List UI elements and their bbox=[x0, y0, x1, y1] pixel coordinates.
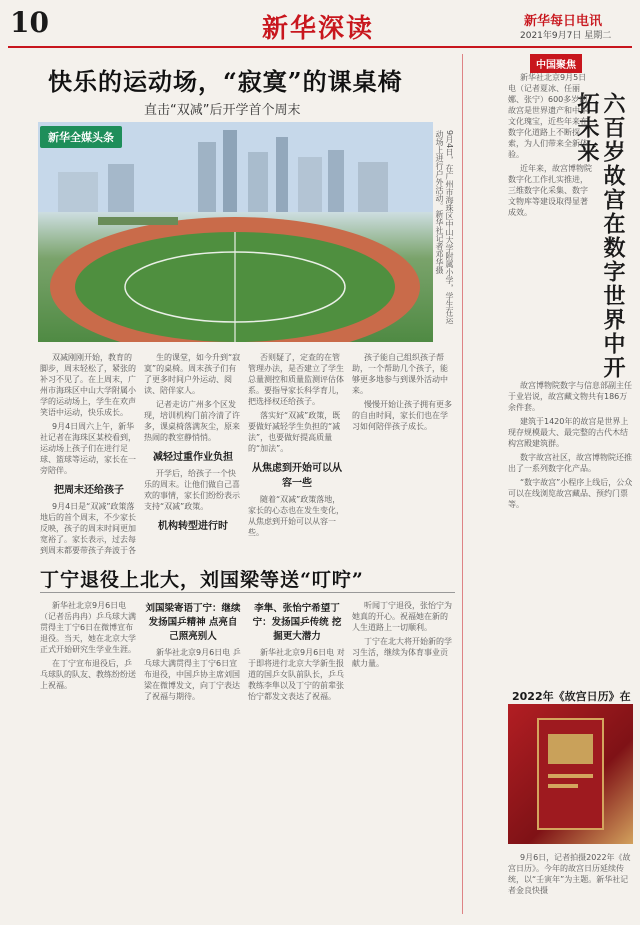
paragraph: 故宫博物院数字与信息部副主任于业岩说，故宫藏文物共有186万余件套。 bbox=[508, 381, 632, 412]
paragraph: 听闻丁宁退役，张怡宁为她真的开心。祝福她在新的人生道路上一切顺利。 bbox=[352, 601, 452, 632]
paragraph: “数字故宫”小程序上线后，公众可以在线浏览故宫藏品、预约门票等。 bbox=[508, 478, 633, 509]
sidebar-image-title: 2022年《故宫日历》在 bbox=[512, 690, 631, 703]
paragraph: 在丁宁宣布退役后，乒乓球队的队友、教练纷纷送上祝福。 bbox=[40, 659, 136, 690]
section-title: 新华深读 bbox=[262, 14, 375, 44]
subheading: 减轻过重作业负担 bbox=[153, 452, 233, 463]
paragraph: 落实好“双减”政策，既要做好减轻学生负担的“减法”，也要做好提高质量的“加法”。 bbox=[248, 411, 341, 453]
second-headline: 丁宁退役上北大，刘国梁等送“叮咛” bbox=[40, 569, 364, 591]
paper-name: 新华每日电讯 bbox=[524, 14, 603, 29]
calendar-photo bbox=[508, 704, 633, 844]
paragraph: 9月4日是“双减”政策落地后的首个周末，不少家长反映，孩子的周末时间更加宽裕了。家长表示，过去每到周末都要带孩子奔波于各 bbox=[40, 502, 136, 555]
second-column-3 bbox=[248, 600, 346, 915]
lead-column-4 bbox=[352, 352, 452, 557]
sidebar-body-2 bbox=[508, 380, 633, 680]
lead-photo bbox=[38, 122, 433, 342]
paragraph: 9月4日周六上午，新华社记者在海珠区某校看到，运动场上孩子们在进行足球、篮球等运动，家长在一旁陪伴。 bbox=[40, 422, 136, 475]
paragraph: 否则疑了，定查的在管管理办法，是否建立了学生总量测控和质量监测评估体系。要指导家长科学育儿，把选择权还给孩子。 bbox=[248, 353, 344, 406]
lead-badge: 新华全媒头条 bbox=[40, 126, 122, 148]
subheading: 机构转型进行时 bbox=[158, 521, 228, 532]
paragraph: 慢慢开始让孩子拥有更多的自由时间，家长们也在学习如何陪伴孩子成长。 bbox=[352, 400, 452, 431]
sidebar-headline: 六百岁故宫在数字世界中开拓未来 bbox=[574, 92, 626, 380]
subheading: 刘国梁寄语丁宁：继续发扬国乒精神 点亮自己照亮别人 bbox=[145, 603, 241, 642]
lead-subhead: 直击“双减”后开学首个周末 bbox=[144, 103, 301, 118]
paragraph: 新华社北京9月6日电 乒乓球大满贯得主丁宁6日宣布退役，中国乒协主席刘国梁在微博发文，向丁宁表达了祝福与期待。 bbox=[144, 648, 241, 701]
paragraph: 建筑于1420年的故宫是世界上现存规模最大、最完整的古代木结构宫殿建筑群。 bbox=[508, 417, 629, 448]
paragraph: 近年来，故宫博物院数字化工作扎实推进，三维数字化采集、数字文物库等建设取得显著成效。 bbox=[508, 164, 592, 217]
sidebar-image-caption bbox=[508, 852, 633, 912]
paragraph: 新华社北京9月5日电（记者夏冰、任丽娜、张宁）600多岁的故宫是世界遗产和中华文化瑰宝，近些年来在数字化道路上不断探索，为人们带来全新体验。 bbox=[508, 73, 588, 159]
paragraph: 新华社北京9月6日电 对于即将进行北京大学新生报道的国乒女队前队长，乒乓教练李隼以及丁宁的前辈张怡宁都发文表达了祝福。 bbox=[248, 648, 345, 701]
paragraph: 孩子能自己组织孩子帮助，一个帮助几个孩子，能够更多地参与到课外活动中来。 bbox=[352, 353, 448, 395]
lead-headline: 快乐的运动场，“寂寞”的课桌椅 bbox=[48, 67, 403, 96]
sidebar-divider bbox=[462, 54, 463, 914]
lead-column-1 bbox=[40, 352, 138, 557]
header-rule bbox=[8, 46, 632, 48]
paragraph: 9月6日，记者拍摄2022年《故宫日历》。今年的故宫日历延续传统，以“壬寅年”为主题。新华社记者金良快摄 bbox=[508, 853, 631, 895]
page-number: 10 bbox=[10, 6, 49, 39]
issue-date: 2021年9月7日 星期二 bbox=[520, 31, 612, 41]
second-rule bbox=[40, 592, 455, 593]
paragraph: 新华社北京9月6日电（记者岳冉冉）乒乓球大满贯得主丁宁6日在微博宣布退役。当天，她在北京大学正式开始研究生学业生涯。 bbox=[40, 601, 136, 654]
paragraph: 数字故宫社区，故宫博物院还推出了一系列数字化产品。 bbox=[508, 453, 632, 473]
second-column-1 bbox=[40, 600, 138, 915]
sidebar-body-1 bbox=[508, 72, 593, 432]
paragraph: 开学后，给孩子一个快乐的周末。让他们做自己喜欢的事情，家长们纷纷表示支持“双减”政策。 bbox=[144, 469, 240, 511]
paragraph: 记者走访广州多个区发现，培训机构门前冷清了许多，课桌椅落满灰尘，原来热闹的教室静悄悄。 bbox=[144, 400, 240, 442]
second-column-2 bbox=[144, 600, 242, 915]
lead-column-3 bbox=[248, 352, 346, 557]
paragraph: 生的课堂，如今升到“寂寞”的桌椅。周末孩子们有了更多时间户外运动、阅读、陪伴家人。 bbox=[144, 353, 241, 395]
subheading: 把周末还给孩子 bbox=[54, 485, 124, 496]
calendar-illustration bbox=[508, 704, 633, 844]
sidebar-tag: 中国聚焦 bbox=[530, 54, 582, 73]
second-column-4 bbox=[352, 600, 452, 915]
paragraph: 丁宁在北大将开始新的学习生活，继续为体育事业贡献力量。 bbox=[352, 637, 452, 668]
paragraph: 随着“双减”政策落地，家长的心态也在发生变化，从焦虑到开始可以从容一些。 bbox=[248, 495, 344, 537]
lead-column-2 bbox=[144, 352, 242, 557]
subheading: 李隼、张怡宁希望丁宁：发扬国乒传统 挖掘更大潜力 bbox=[252, 603, 342, 642]
photo-caption: 9月4日，在广州市海珠区中山大学附属小学，学生在运动场上进行户外活动。新华社记者邓华摄 bbox=[435, 130, 454, 325]
paragraph: 双减刚刚开始，教育的脚步，周末轻松了，紧张的补习不见了。在上周末，广州市海珠区中山大学附属小学的运动场上，学生在欢声笑语中运动，快乐成长。 bbox=[40, 353, 136, 417]
subheading: 从焦虑到开始可以从容一些 bbox=[252, 463, 342, 489]
stadium-photo-illustration bbox=[38, 122, 433, 342]
